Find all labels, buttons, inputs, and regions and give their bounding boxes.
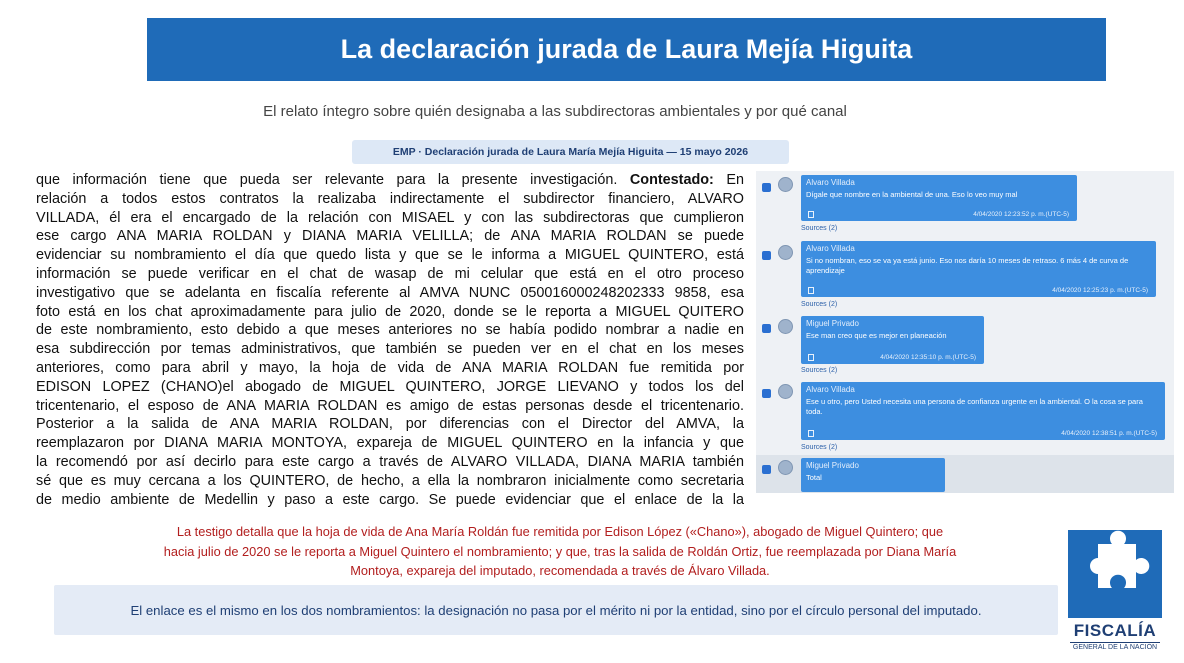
testimony-line: que información tiene que pueda ser relevante para la presente investigación. Contestado: En bbox=[36, 172, 744, 188]
chat-sender: Miguel Privado bbox=[806, 319, 859, 328]
testimony-line: Posterior a la salida de ANA MARIA ROLDAN, por diferencias con el Director del AMVA, la bbox=[36, 416, 744, 433]
avatar-icon bbox=[778, 177, 793, 192]
chat-body: Ese man creo que es mejor en planeación bbox=[806, 331, 947, 340]
testimony-excerpt bbox=[36, 171, 744, 509]
page-title: La declaración jurada de Laura Mejía Higuita bbox=[340, 34, 913, 64]
chat-body: Ese u otro, pero Usted necesita una persona de confianza urgente en la ambiental. O la cosa se para toda. bbox=[806, 397, 1143, 416]
avatar-icon bbox=[778, 319, 793, 334]
testimony-line: ese cargo ANA MARIA ROLDAN y DIANA MARIA VELILLA; de ANA MARIA ROLDAN se puede bbox=[36, 228, 744, 245]
chat-body: Total bbox=[806, 473, 822, 482]
testimony-line: tricentenario, el esposo de ANA MARIA ROLDAN es amigo de estas personas desde el tricentenario. bbox=[36, 397, 744, 414]
chat-message bbox=[756, 455, 1174, 493]
testimony-line: VILLADA, él era el encargado de la relación con MISAEL y con las subdirectoras que cumplieron bbox=[36, 209, 744, 226]
testimony-line: información se puede verificar en el chat de wasap de mi celular que está en el otro proceso bbox=[36, 265, 744, 282]
checkbox-icon bbox=[762, 251, 771, 260]
chat-body: Dígale que nombre en la ambiental de una. Eso lo veo muy mal bbox=[806, 190, 1018, 199]
chat-sources: Sources (2) bbox=[801, 367, 838, 374]
attachment-icon bbox=[808, 287, 814, 294]
summary-note: La testigo detalla que la hoja de vida de Ana María Roldán fue remitida por Edison López («Chano»), abogado de Miguel Quintero; que hacia julio de 2020 se le reporta a Miguel Quintero el nombramiento; y que, tras la salida de Roldán Ortiz, fue reemplazada por Diana María Montoya, expareja del imputado, recomendada a través de Álvaro Villada. bbox=[163, 524, 957, 578]
puzzle-piece-icon bbox=[1068, 530, 1162, 618]
testimony-line: relación a todos estos contratos la realizaba indirectamente el subdirector financiero, ALVARO bbox=[36, 190, 744, 207]
chat-sources: Sources (2) bbox=[801, 225, 838, 232]
checkbox-icon bbox=[762, 465, 771, 474]
testimony-line: la recomendó por así decirlo para este cargo a través de ALVARO VILLADA, DIANA MARIA también bbox=[36, 453, 744, 470]
logo-name: FISCALÍA bbox=[1073, 621, 1157, 640]
testimony-line: anteriores, como para abril y mayo, la hoja de vida de ANA MARIA ROLDAN fue remitida por bbox=[36, 359, 744, 376]
chat-sender: Miguel Privado bbox=[806, 461, 859, 470]
testimony-line: de este nombramiento, esto debido a que meses anteriores no se había podido nombrar a nadie en bbox=[36, 322, 744, 339]
testimony-line: foto está en los chat aproximadamente para julio de 2020, donde se le reporta a MIGUEL QUITERO bbox=[36, 303, 744, 320]
fiscalia-logo bbox=[1068, 530, 1162, 652]
chat-timestamp: 4/04/2020 12:38:51 p. m.(UTC-5) bbox=[1061, 430, 1157, 437]
chat-sources: Sources (2) bbox=[801, 444, 838, 451]
chat-bubble bbox=[801, 458, 945, 492]
chat-bubble bbox=[801, 241, 1156, 297]
attachment-icon bbox=[808, 430, 814, 437]
testimony-line: esa subdirección por temas administrativos, que también se pueden ver en el chat en los meses bbox=[36, 341, 744, 358]
chat-timestamp: 4/04/2020 12:23:52 p. m.(UTC-5) bbox=[973, 211, 1069, 218]
avatar-icon bbox=[778, 460, 793, 475]
page-title-bar bbox=[147, 18, 1106, 81]
chat-sender: Alvaro Villada bbox=[806, 244, 855, 253]
chat-bubble bbox=[801, 382, 1165, 440]
chat-timestamp: 4/04/2020 12:35:10 p. m.(UTC-5) bbox=[880, 354, 976, 361]
source-label: EMP · Declaración jurada de Laura María Mejía Higuita — 15 mayo 2026 bbox=[352, 140, 789, 164]
chat-timestamp: 4/04/2020 12:25:23 p. m.(UTC-5) bbox=[1052, 287, 1148, 294]
testimony-line: reemplazaron por DIANA MARIA MONTOYA, expareja de MIGUEL QUINTERO en la infancia y que bbox=[36, 435, 744, 452]
conclusion-text: El enlace es el mismo en los dos nombramientos: la designación no pasa por el mérito ni por la entidad, sino por el círculo personal del imputado. bbox=[130, 602, 982, 618]
chat-sender: Alvaro Villada bbox=[806, 385, 855, 394]
testimony-line: investigativo que se adelanta en fiscalía referente al AMVA NUNC 050016000248202333 9858, esa bbox=[36, 284, 744, 301]
chat-screenshot-panel bbox=[756, 171, 1174, 493]
checkbox-icon bbox=[762, 183, 771, 192]
chat-body: Si no nombran, eso se va ya está junio. Eso nos daría 10 meses de retraso. 6 más 4 de curva de aprendizaje bbox=[806, 256, 1129, 275]
testimony-line: evidenciar su nombramiento el día que quedo lista y que se le informa a MIGUEL QUINTERO, está bbox=[36, 247, 744, 264]
avatar-icon bbox=[778, 384, 793, 399]
attachment-icon bbox=[808, 211, 814, 218]
conclusion-box bbox=[54, 585, 1058, 635]
checkbox-icon bbox=[762, 389, 771, 398]
testimony-line: de medio ambiente de Medellin y paso a este cargo. Se puede evidenciar que el enlace de la la bbox=[36, 491, 744, 508]
logo-emblem bbox=[1068, 530, 1162, 618]
chat-bubble bbox=[801, 175, 1077, 221]
testimony-line: EDISON LOPEZ (CHANO)el abogado de MIGUEL QUINTERO, JORGE LIEVANO y todos los del bbox=[36, 378, 744, 395]
chat-sender: Alvaro Villada bbox=[806, 178, 855, 187]
logo-tagline: GENERAL DE LA NACIÓN bbox=[1070, 642, 1160, 651]
testimony-line: sé que es muy cercana a los QUINTERO, de hecho, a ella la nombraron inicialmente como secretaria bbox=[36, 472, 744, 489]
chat-sources: Sources (2) bbox=[801, 301, 838, 308]
avatar-icon bbox=[778, 245, 793, 260]
checkbox-icon bbox=[762, 324, 771, 333]
chat-bubble bbox=[801, 316, 984, 364]
attachment-icon bbox=[808, 354, 814, 361]
page-subtitle: El relato íntegro sobre quién designaba a las subdirectoras ambientales y por qué canal bbox=[263, 103, 847, 120]
